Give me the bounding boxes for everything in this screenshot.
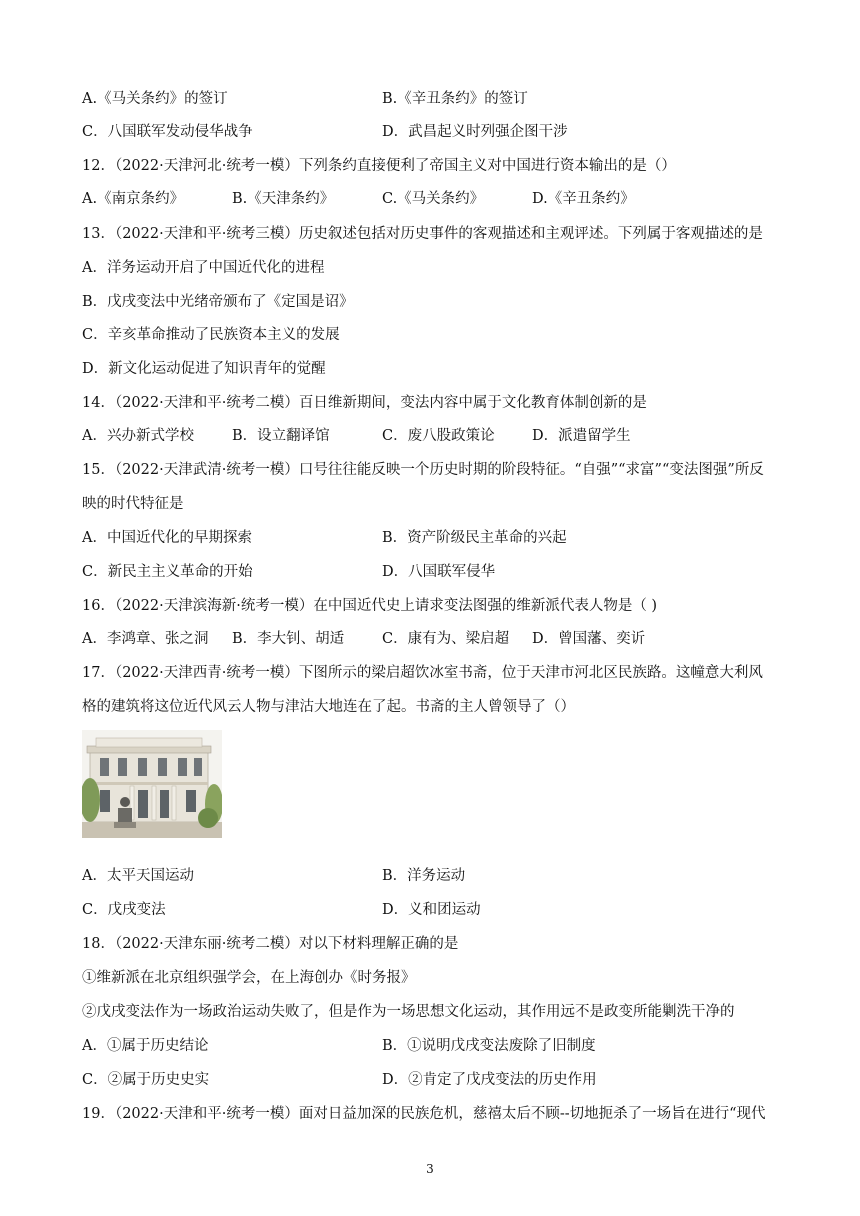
question-14: 14．（2022·天津和平·统考二模）百日维新期间，变法内容中属于文化教育体制创新的是 [82, 395, 647, 411]
option-a: A．太平天国运动 [82, 868, 194, 884]
option-c: C.《马关条约》 [382, 191, 485, 207]
option-c: C．②属于历史史实 [82, 1072, 210, 1088]
option-d: D．八国联军侵华 [382, 564, 496, 580]
option-b: B．①说明戊戌变法废除了旧制度 [382, 1038, 596, 1054]
material-1: ①维新派在北京组织强学会，在上海创办《时务报》 [82, 970, 416, 986]
question-12: 12．（2022·天津河北·统考一模）下列条约直接便利了帝国主义对中国进行资本输出的是（） [82, 158, 676, 174]
question-17: 17．（2022·天津西青·统考一模）下图所示的梁启超饮冰室书斋，位于天津市河北区民族路。这幢意大利风 [82, 665, 763, 681]
option-a: A．①属于历史结论 [82, 1038, 209, 1054]
yinbingshi-building-photo [82, 730, 222, 838]
option-c: C．新民主主义革命的开始 [82, 564, 253, 580]
option-b: B．洋务运动 [382, 868, 466, 884]
question-16-options [82, 629, 645, 649]
page-number: 3 [426, 1162, 434, 1176]
question-17-cont: 格的建筑将这位近代风云人物与津沽大地连在了起。书斋的主人曾领导了（） [82, 699, 575, 715]
option-b: B.《天津条约》 [232, 191, 335, 207]
option-d: D.《辛丑条约》 [532, 191, 635, 207]
option-d: D．武昌起义时列强企图干涉 [382, 124, 568, 140]
option-a: A.《南京条约》 [82, 191, 185, 207]
option-c: C．康有为、梁启超 [382, 631, 510, 647]
option-a: A．洋务运动开启了中国近代化的进程 [82, 260, 325, 276]
option-b: B．资产阶级民主革命的兴起 [382, 530, 567, 546]
material-2: ②戊戌变法作为一场政治运动失败了，但是作为一场思想文化运动，其作用远不是政变所能剿洗干净的 [82, 1004, 735, 1020]
option-d: D．派遣留学生 [532, 428, 631, 444]
option-b: B．戊戌变法中光绪帝颁布了《定国是诏》 [82, 294, 354, 310]
option-d: D．新文化运动促进了知识青年的觉醒 [82, 361, 326, 377]
option-c: C．辛亥革命推动了民族资本主义的发展 [82, 327, 340, 343]
option-c: C．戊戌变法 [82, 902, 166, 918]
question-15: 15．（2022·天津武清·统考一模）口号往往能反映一个历史时期的阶段特征。“自强”“求富”“变法图强”所反 [82, 462, 764, 478]
option-b: B．设立翻译馆 [232, 428, 330, 444]
option-b: B.《辛丑条约》的签订 [382, 91, 528, 107]
building-illustration [82, 730, 222, 838]
option-d: D．义和团运动 [382, 902, 481, 918]
question-18: 18．（2022·天津东丽·统考二模）对以下材料理解正确的是 [82, 936, 459, 952]
question-13: 13．（2022·天津和平·统考三模）历史叙述包括对历史事件的客观描述和主观评述。下列属于客观描述的是 [82, 226, 763, 242]
question-14-options [82, 426, 631, 446]
option-d: D．曾国藩、奕䜣 [532, 631, 646, 647]
option-a: A．兴办新式学校 [82, 428, 194, 444]
option-a: A．中国近代化的早期探索 [82, 530, 252, 546]
question-15-cont: 映的时代特征是 [82, 496, 184, 512]
option-c: C．八国联军发动侵华战争 [82, 124, 253, 140]
option-d: D．②肯定了戊戌变法的历史作用 [382, 1072, 597, 1088]
question-19: 19．（2022·天津和平·统考一模）面对日益加深的民族危机，慈禧太后不顾--切地扼杀了一场旨在进行“现代 [82, 1106, 766, 1122]
option-c: C．废八股政策论 [382, 428, 495, 444]
question-16: 16．（2022·天津滨海新·统考一模）在中国近代史上请求变法图强的维新派代表人物是（ ) [82, 598, 658, 614]
option-b: B．李大钊、胡适 [232, 631, 345, 647]
option-a: A．李鸿章、张之洞 [82, 631, 209, 647]
option-a: A.《马关条约》的签订 [82, 91, 228, 107]
question-12-options [82, 189, 635, 209]
